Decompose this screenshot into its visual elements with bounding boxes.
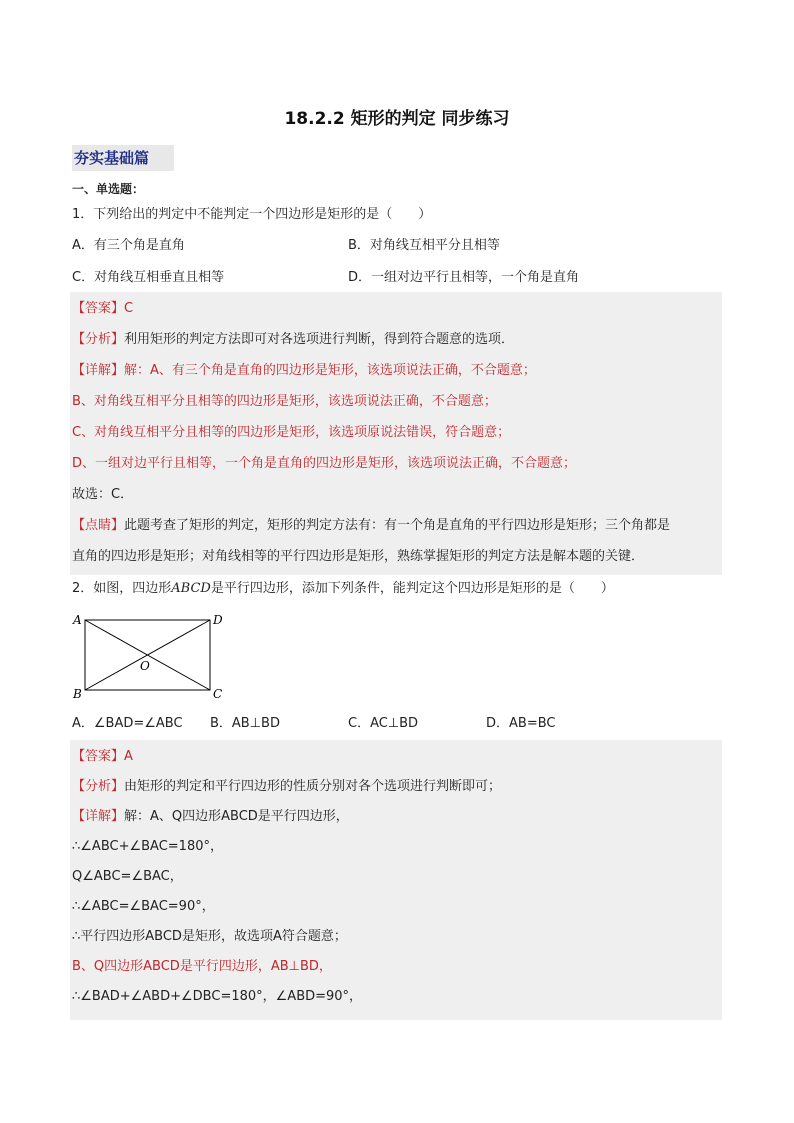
vertex-label-c: C xyxy=(213,687,223,701)
q2-answer: 【答案】A xyxy=(72,749,133,764)
q2-stem: 2．如图，四边形ABCD是平行四边形，添加下列条件，能判定这个四边形是矩形的是（ ） xyxy=(72,581,614,596)
q2-option-a: A．∠BAD=∠ABC xyxy=(72,716,183,731)
part-heading: 一、单选题： xyxy=(72,182,145,196)
q2-answer-block xyxy=(70,740,722,1020)
q1-stem: 1．下列给出的判定中不能判定一个四边形是矩形的是（ ） xyxy=(72,207,432,222)
q1-detail-line: C、对角线互相平分且相等的四边形是矩形，该选项原说法错误，符合题意； xyxy=(72,425,511,440)
page-title: 18.2.2 矩形的判定 同步练习 xyxy=(284,109,510,129)
q2-detail-line: ∴∠ABC=∠BAC=90°， xyxy=(72,899,215,914)
q2-analysis: 【分析】由矩形的判定和平行四边形的性质分别对各个选项进行判断即可； xyxy=(72,779,502,794)
q1-detail-line: 【详解】解：A、有三个角是直角的四边形是矩形，该选项说法正确，不合题意； xyxy=(72,363,536,378)
vertex-label-b: B xyxy=(73,687,82,701)
vertex-label-a: A xyxy=(73,613,82,627)
rectangle-figure xyxy=(70,610,230,702)
q1-option-c: C．对角线互相垂直且相等 xyxy=(72,270,225,285)
q2-option-d: D．AB=BC xyxy=(486,716,556,731)
q2-detail-line: ∴平行四边形ABCD是矩形，故选项A符合题意； xyxy=(72,929,347,944)
q1-option-d: D．一组对边平行且相等，一个角是直角 xyxy=(348,270,580,285)
q1-answer-block xyxy=(70,292,722,575)
q2-detail-line: Q∠ABC=∠BAC， xyxy=(72,869,183,884)
q2-detail-line: 【详解】解：A、Q四边形ABCD是平行四边形， xyxy=(72,809,349,824)
q1-answer: 【答案】C xyxy=(72,301,134,316)
q1-analysis: 【分析】利用矩形的判定方法即可对各选项进行判断，得到符合题意的选项． xyxy=(72,332,515,347)
q1-comment-line: 直角的四边形是矩形；对角线相等的平行四边形是矩形，熟练掌握矩形的判定方法是解本题的关键． xyxy=(72,549,645,564)
q1-detail-line: D、一组对边平行且相等，一个角是直角的四边形是矩形，该选项说法正确，不合题意； xyxy=(72,456,577,471)
q1-detail-line: B、对角线互相平分且相等的四边形是矩形，该选项说法正确，不合题意； xyxy=(72,394,497,409)
q2-detail-line: B、Q四边形ABCD是平行四边形，AB⊥BD， xyxy=(72,959,332,974)
q2-option-c: C．AC⊥BD xyxy=(348,716,419,731)
q2-detail-line: ∴∠ABC+∠BAC=180°， xyxy=(72,839,223,854)
q1-option-b: B．对角线互相平分且相等 xyxy=(348,238,500,253)
q1-comment: 【点睛】此题考查了矩形的判定，矩形的判定方法有：有一个角是直角的平行四边形是矩形；三个角都是 xyxy=(72,518,671,533)
q2-detail-line: ∴∠BAD+∠ABD+∠DBC=180°，∠ABD=90°， xyxy=(72,989,363,1004)
vertex-label-d: D xyxy=(213,613,223,627)
center-label-o: O xyxy=(140,659,150,673)
q2-option-b: B．AB⊥BD xyxy=(210,716,280,731)
q1-detail-line: 故选：C． xyxy=(72,487,134,502)
q1-option-a: A．有三个角是直角 xyxy=(72,238,185,253)
section-title: 夯实基础篇 xyxy=(72,145,174,171)
